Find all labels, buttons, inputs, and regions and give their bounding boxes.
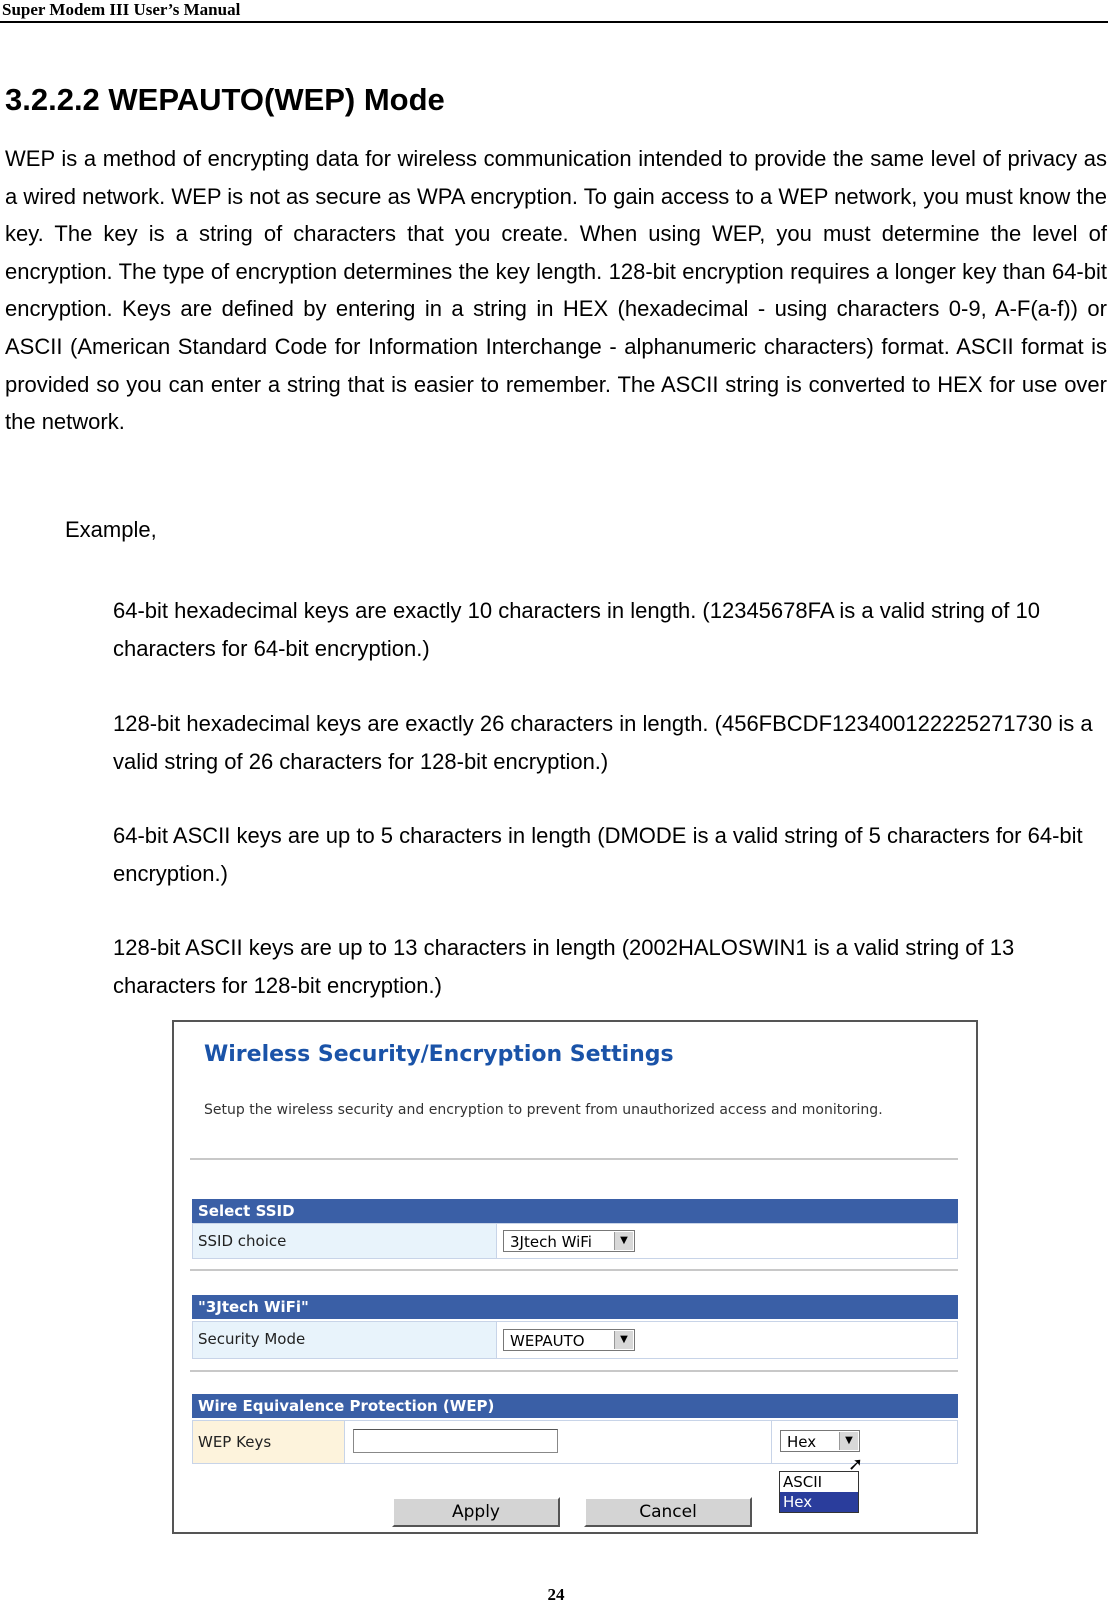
security-mode-select[interactable] <box>503 1329 635 1351</box>
divider <box>190 1370 958 1372</box>
wep-keys-row <box>192 1420 958 1464</box>
ssid-choice-row <box>192 1223 958 1259</box>
wep-key-input[interactable] <box>353 1429 558 1453</box>
ssid-choice-label: SSID choice <box>193 1224 497 1258</box>
example-128bit-ascii: 128-bit ASCII keys are up to 13 characters in length (2002HALOSWIN1 is a valid string of 13 characters for 128-bit encryption.) <box>113 935 1015 998</box>
divider <box>190 1269 958 1271</box>
cancel-button[interactable]: Cancel <box>584 1497 752 1527</box>
chevron-down-icon[interactable]: ▼ <box>614 1232 633 1250</box>
example-64bit-hex: 64-bit hexadecimal keys are exactly 10 characters in length. (12345678FA is a valid string of 10 characters for 64-bit encryption.) <box>113 598 1040 661</box>
manual-header: Super Modem III User’s Manual <box>0 0 1108 23</box>
ssid-section-heading: "3Jtech WiFi" <box>192 1295 958 1319</box>
intro-paragraph: WEP is a method of encrypting data for wireless communication intended to provide the same level of privacy as a wired network. WEP is not as secure as WPA encryption. To gain access to a WEP network, you must know the key. The key is a string of characters that you create. When using WEP, you must determine the level of encryption. The type of encryption determines the key length. 128-bit encryption requires a longer key than 64-bit encryption. Keys are defined by entering in a string in HEX (hexadecimal - using characters 0-9, A-F(a-f)) or ASCII (American Standard Code for Information Interchange - alphanumeric characters) format. ASCII format is provided so you can enter a string that is easier to remember. The ASCII string is converted to HEX for use over the network. <box>5 146 1107 435</box>
security-mode-value: WEPAUTO <box>510 1332 585 1350</box>
wep-section-heading: Wire Equivalence Protection (WEP) <box>192 1394 958 1418</box>
security-mode-row <box>192 1321 958 1359</box>
wep-keys-label: WEP Keys <box>193 1421 345 1463</box>
ssid-choice-select[interactable] <box>503 1230 635 1252</box>
key-format-option-hex[interactable]: Hex <box>780 1492 858 1512</box>
select-ssid-heading: Select SSID <box>192 1199 958 1223</box>
page-number: 24 <box>547 1585 565 1604</box>
wireless-settings-screenshot <box>172 1020 978 1534</box>
settings-title: Wireless Security/Encryption Settings <box>204 1042 674 1067</box>
example-64bit-ascii: 64-bit ASCII keys are up to 5 characters in length (DMODE is a valid string of 5 characters for 64-bit encryption.) <box>113 823 1083 886</box>
key-format-select[interactable] <box>780 1430 860 1452</box>
key-format-dropdown-list <box>779 1471 859 1513</box>
section-title: 3.2.2.2 WEPAUTO(WEP) Mode <box>5 82 445 117</box>
example-128bit-hex: 128-bit hexadecimal keys are exactly 26 characters in length. (456FBCDF123400122225271730 is a valid string of 26 characters for 128-bit encryption.) <box>113 711 1093 774</box>
apply-button[interactable]: Apply <box>392 1497 560 1527</box>
key-format-option-ascii[interactable]: ASCII <box>783 1473 823 1491</box>
example-label: Example, <box>65 517 157 542</box>
chevron-down-icon[interactable]: ▼ <box>614 1331 633 1349</box>
ssid-choice-value: 3Jtech WiFi <box>510 1233 592 1251</box>
settings-subtitle: Setup the wireless security and encryption to prevent from unauthorized access and monitoring. <box>204 1102 883 1118</box>
key-format-value: Hex <box>787 1433 817 1451</box>
divider <box>190 1158 958 1160</box>
wep-key-cell <box>345 1421 772 1463</box>
mouse-pointer-icon: ➚ <box>848 1454 864 1475</box>
chevron-down-icon[interactable]: ▼ <box>839 1432 858 1450</box>
security-mode-label: Security Mode <box>193 1322 497 1358</box>
